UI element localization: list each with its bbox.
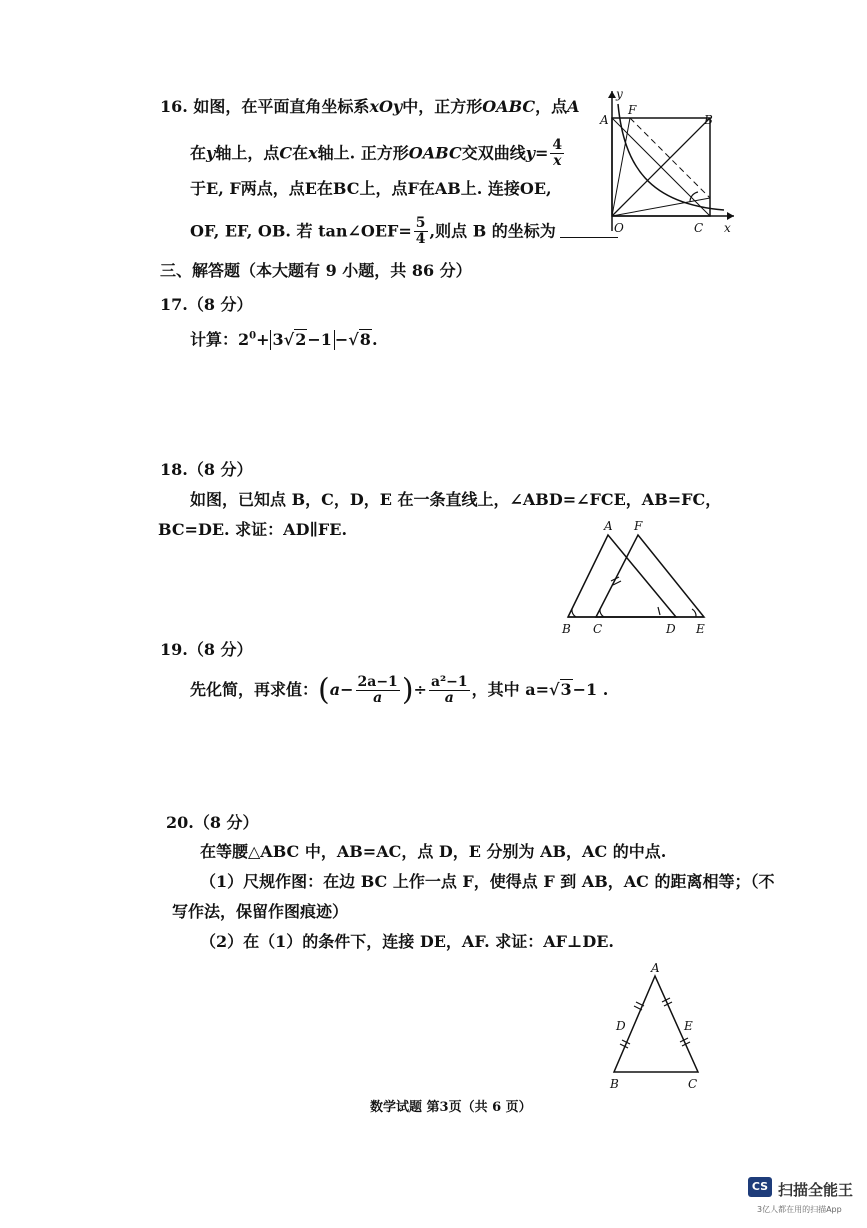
q18-label-A: A — [604, 519, 613, 533]
q16-label-F: F — [628, 103, 637, 117]
q16-line1: 16. 如图，在平面直角坐标系xOy中，正方形OABC，点A — [160, 97, 580, 116]
q20-label-C: C — [688, 1077, 698, 1091]
page-footer: 数学试题 第3页（共 6 页） — [370, 1100, 532, 1115]
q16-number: 16. — [160, 97, 188, 116]
watermark-subtitle: 3亿人都在用的扫描App — [757, 1205, 842, 1214]
q18-label-E: E — [696, 622, 705, 636]
q16-figure — [594, 86, 736, 238]
q19-expression: 先化简，再求值：(a− $\frac{2a-1}{a}$ )÷ $\frac{\text{a²−1}}{a}$ ，其中 a=√3−1 . — [190, 672, 609, 708]
q18-label-D: D — [666, 622, 676, 636]
q18-number: 18.（8 分） — [160, 460, 253, 479]
q18-line2: BC=DE. 求证：AD∥FE. — [158, 520, 348, 539]
q19-number: 19.（8 分） — [160, 640, 253, 659]
camscanner-logo-icon: CS — [748, 1177, 772, 1197]
q18-figure — [556, 515, 716, 640]
q20-figure — [600, 958, 710, 1093]
q20-label-D: D — [616, 1019, 626, 1033]
q16-line3: 于E, F两点，点E在BC上，点F在AB上. 连接OE, — [190, 179, 552, 198]
q20-line3: 写作法，保留作图痕迹） — [172, 902, 349, 921]
q19-fraction-2: $\frac{\text{a²−1}}{a}$ — [430, 673, 468, 706]
q16-fraction-5-over-4: $\frac{5}{4}$ — [415, 215, 426, 248]
q16-fraction-4-over-x: $\frac{4}{x}$ — [552, 137, 563, 170]
q16-label-y: y — [616, 87, 623, 101]
q19-fraction-1: $\frac{2a-1}{a}$ — [357, 673, 398, 706]
q20-number: 20.（8 分） — [166, 813, 259, 832]
q20-label-B: B — [610, 1077, 619, 1091]
q20-label-E: E — [684, 1019, 693, 1033]
q16-label-C: C — [694, 221, 704, 235]
q17-expression: 计算：$2^0+ 3√2-1 -√8$. — [190, 330, 378, 349]
q20-line1: 在等腰△ABC 中，AB=AC，点 D，E 分别为 AB，AC 的中点. — [200, 842, 667, 861]
q16-label-A: A — [600, 113, 609, 127]
q20-line4: （2）在（1）的条件下，连接 DE，AF. 求证：AF⊥DE. — [200, 932, 614, 951]
q17-absolute-value: 3√2−1 — [270, 330, 335, 350]
watermark-brand: 扫描全能王 — [778, 1181, 854, 1199]
q18-label-B: B — [562, 622, 571, 636]
q20-line2: （1）尺规作图：在边 BC 上作一点 F，使得点 F 到 AB，AC 的距离相等；（不 — [200, 872, 775, 891]
q20-label-A: A — [651, 961, 660, 975]
q18-label-F: F — [634, 519, 643, 533]
q16-line4: OF, EF, OB. 若 tan∠OEF= $\frac{5}{4}$ ,则点 B 的坐标为 — [190, 216, 618, 248]
q16-label-B: B — [704, 113, 713, 127]
section-3-heading: 三、解答题（本大题有 9 小题，共 86 分） — [160, 261, 472, 280]
q16-label-x: x — [724, 221, 731, 235]
q16-label-O: O — [614, 221, 624, 235]
q17-number: 17.（8 分） — [160, 295, 253, 314]
q16-line2: 在y轴上，点C在x轴上. 正方形OABC交双曲线y= $\frac{4}{x}$ — [190, 137, 563, 170]
q18-label-C: C — [593, 622, 603, 636]
q18-line1: 如图，已知点 B，C，D，E 在一条直线上，∠ABD=∠FCE，AB=FC， — [190, 490, 722, 509]
